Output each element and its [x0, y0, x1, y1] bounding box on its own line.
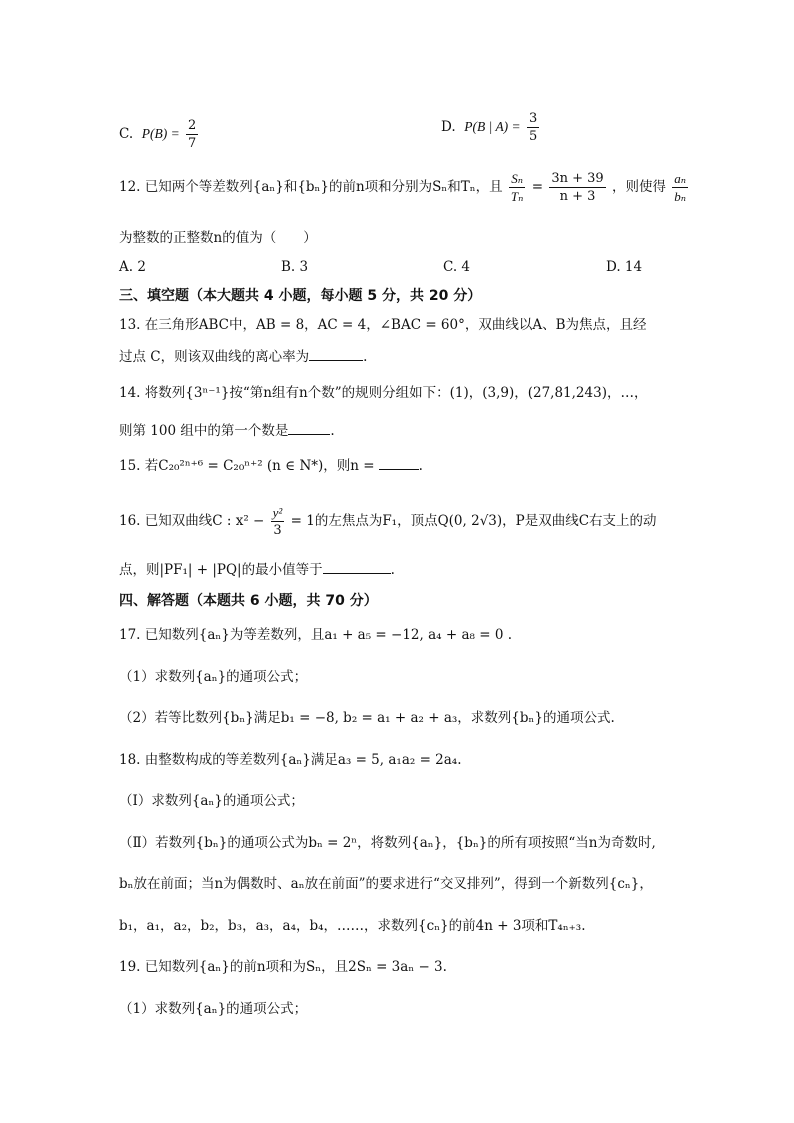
option-c-expression: P(B) = — [141, 126, 180, 141]
question-13: 13. 在三角形ABC中，AB = 8，AC = 4，∠BAC = 60°，双曲线以A、B为焦点，且经 — [119, 317, 647, 333]
section-3-heading: 三、填空题（本大题共 4 小题，每小题 5 分，共 20 分） — [119, 288, 482, 304]
q12-option-a: A. 2 — [119, 259, 146, 275]
q17-sub2: （2）若等比数列{bₙ}满足b₁ = −8, b₂ = a₁ + a₂ + a₃，求数列{bₙ}的通项公式. — [119, 710, 615, 726]
q18-sub2-line1: （Ⅱ）若数列{bₙ}的通项公式为bₙ = 2ⁿ，将数列{aₙ}，{bₙ}的所有项按照“当n为奇数时, — [119, 835, 656, 851]
q17-sub1: （1）求数列{aₙ}的通项公式； — [119, 669, 308, 685]
q12-text: 12. 已知两个等差数列{aₙ}和{bₙ}的前n项和分别为Sₙ和Tₙ，且 — [119, 179, 503, 195]
option-d — [441, 110, 541, 145]
option-d-fraction: $\frac{3}{5}$ — [528, 111, 538, 144]
option-c — [119, 117, 200, 152]
q18-sub2-line3: b₁，a₁，a₂，b₂，b₃，a₃，a₄，b₄，……，求数列{cₙ}的前4n + 3项和T₄ₙ₊₃. — [119, 918, 586, 934]
question-15: 15. 若C₂₀²ⁿ⁺⁶ = C₂₀ⁿ⁺² (n ∈ N*)，则n = . — [119, 455, 423, 476]
q16-fraction: $\frac{\text{y²}}{3}$ — [272, 505, 283, 538]
answer-blank — [323, 559, 391, 574]
option-c-label: C. — [119, 126, 134, 142]
option-d-label: D. — [441, 119, 456, 135]
q12-option-d: D. 14 — [606, 259, 643, 275]
q16-line2: 点，则|PF₁| + |PQ|的最小值等于 . — [119, 559, 395, 580]
option-c-fraction: $\frac{2}{7}$ — [188, 118, 197, 151]
q12-fraction-ratio: $\frac{3n + 39}{n + 3}$ — [551, 171, 604, 204]
question-14: 14. 将数列{3ⁿ⁻¹}按“第n组有n个数”的规则分组如下：(1)，(3,9)，(27,81,243)，…， — [119, 385, 648, 401]
question-18: 18. 由整数构成的等差数列{aₙ}满足a₃ = 5, a₁a₂ = 2a₄. — [119, 752, 462, 768]
question-17: 17. 已知数列{aₙ}为等差数列，且a₁ + a₅ = −12, a₄ + a₈ = 0 . — [119, 627, 512, 643]
option-d-expression: P(B | A) = — [464, 119, 521, 134]
question-12: 12. 已知两个等差数列{aₙ}和{bₙ}的前n项和分别为Sₙ和Tₙ，且 $\frac{\text{Sₙ}}{\text{Tₙ}}$ = $\frac{3n + 39}{n + 3}$ ，则使得 $\frac{\text{aₙ}}{\text{bₙ}}$ — [119, 171, 687, 204]
q19-sub1: （1）求数列{aₙ}的通项公式； — [119, 1001, 308, 1017]
answer-blank — [288, 420, 330, 435]
question-19: 19. 已知数列{aₙ}的前n项和为Sₙ，且2Sₙ = 3aₙ − 3. — [119, 959, 447, 975]
q12-fraction-a-b: $\frac{\text{aₙ}}{\text{bₙ}}$ — [674, 171, 687, 204]
section-4-heading: 四、解答题（本题共 6 小题，共 70 分） — [119, 593, 378, 609]
question-16: 16. 已知双曲线C : x² − $\frac{\text{y²}}{3}$ = 1的左焦点为F₁，顶点Q(0, 2√3)，P是双曲线C右支上的动 — [119, 505, 657, 538]
q18-sub1: （Ⅰ）求数列{aₙ}的通项公式； — [119, 793, 304, 809]
answer-blank — [379, 455, 419, 470]
q18-sub2-line2: bₙ放在前面；当n为偶数时、aₙ放在前面”的要求进行“交叉排列”，得到一个新数列{cₙ}， — [119, 876, 653, 892]
q12-fraction-s-t: $\frac{\text{Sₙ}}{\text{Tₙ}}$ — [510, 171, 524, 204]
q12-option-b: B. 3 — [281, 259, 309, 275]
q12-option-c: C. 4 — [443, 259, 471, 275]
q13-line2: 过点 C，则该双曲线的离心率为 . — [119, 346, 367, 367]
q12-line2: 为整数的正整数n的值为（ ） — [119, 230, 317, 246]
q14-line2: 则第 100 组中的第一个数是 . — [119, 420, 335, 441]
answer-blank — [309, 346, 363, 361]
